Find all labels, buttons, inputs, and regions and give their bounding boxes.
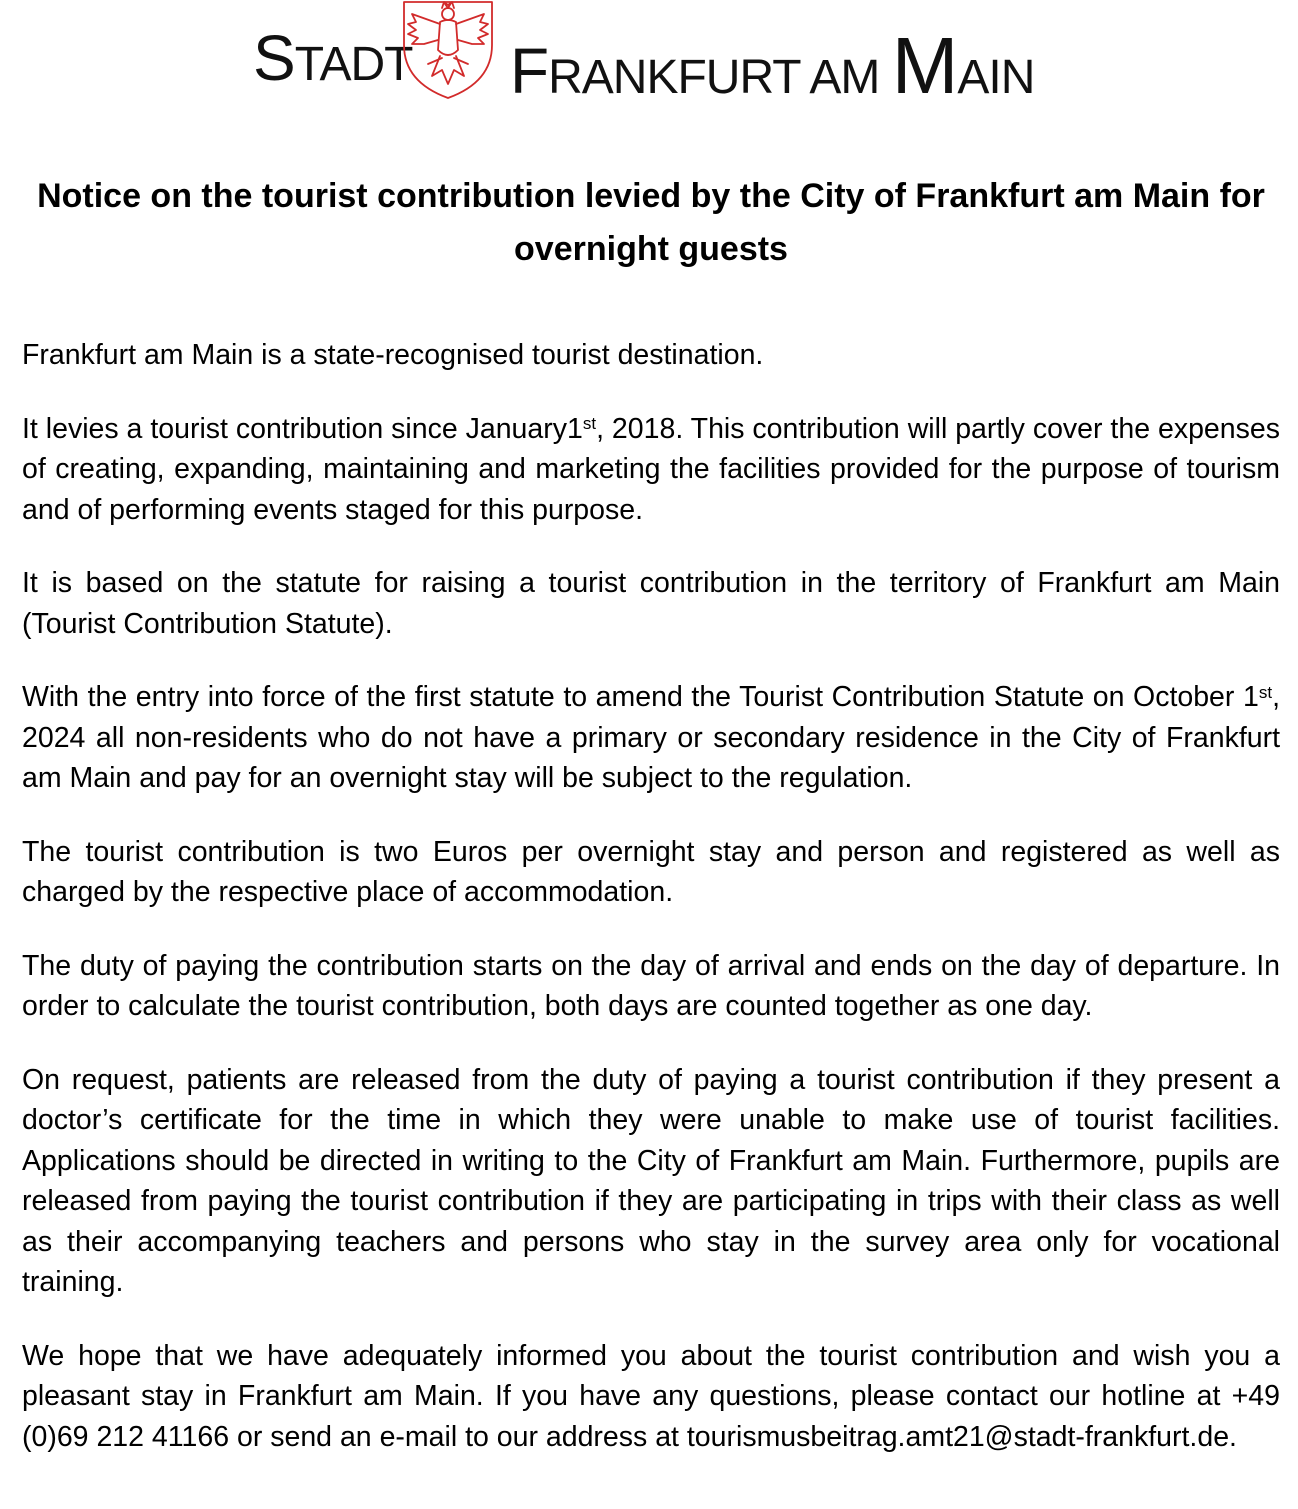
paragraph-amendment: With the entry into force of the first statute to amend the Tourist Contribution Statute on October 1st, 2024 all non-residents who do not have a primary or secondary residence in the City of Frankfurt am Main and pay for an overnight stay will be subject to the regulation. [22,681,1280,794]
paragraph-exemptions: On request, patients are released from the duty of paying a tourist contribution if they present a doctor’s certificate for the time in which they were unable to make use of tourist facilities. Applications should be directed in writing to the City of Frankfurt am Main. Furthermore, pupils are released from paying the tourist contribution if they are participating in trips with their class as well as their accompanying teachers and persons who stay in the survey area only for vocational training. [22,1063,1280,1298]
notice-title: Notice on the tourist contribution levied by the City of Frankfurt am Main for overnight guests [37,177,1265,268]
paragraph-amount: The tourist contribution is two Euros per overnight stay and person and registered as well as charged by the respective place of accommodation. [22,835,1280,908]
logo-text-stadt: STADT [253,22,413,94]
paragraph-duty-period: The duty of paying the contribution starts on the day of arrival and ends on the day of departure. In order to calculate the tourist contribution, both days are counted together as one day. [22,949,1280,1022]
logo-text-frankfurt-am-main: FRANKFURT AM MAIN [510,21,1035,110]
paragraph-levy-purpose: It levies a tourist contribution since January1st, 2018. This contribution will partly cover the expenses of creating, expanding, maintaining and marketing the facilities provided for the purpose of tourism and of performing events staged for this purpose. [22,412,1280,526]
eagle-crest-icon [398,0,498,100]
paragraph-contact: We hope that we have adequately informed you about the tourist contribution and wish you a pleasant stay in Frankfurt am Main. If you have any questions, please contact our hotline at +49 (0)69 212 41166 or send an e-mail to our address at tourismusbeitrag.amt21@stadt-frankfurt.de. [22,1339,1280,1453]
paragraph-statute: It is based on the statute for raising a tourist contribution in the territory of Frankfurt am Main (Tourist Contribution Statute). [22,567,1280,640]
notice-body [22,335,1280,1457]
letterhead [0,0,1298,110]
paragraph-destination: Frankfurt am Main is a state-recognised tourist destination. [22,339,764,371]
